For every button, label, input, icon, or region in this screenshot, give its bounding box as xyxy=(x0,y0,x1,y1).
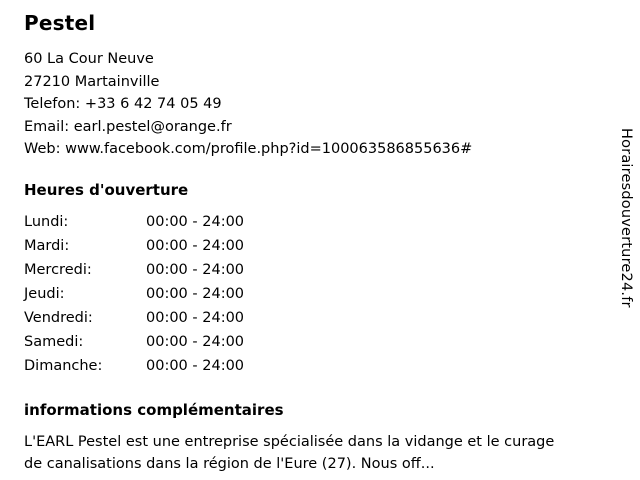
email-line: Email: earl.pestel@orange.fr xyxy=(24,118,232,135)
business-card xyxy=(24,10,584,475)
day-label: Dimanche: xyxy=(24,357,103,374)
additional-info-text: L'EARL Pestel est une entreprise spécialisée dans la vidange et le curage de canalisations dans la région de l'Eure (27). Nous off... xyxy=(24,433,555,472)
day-hours: 00:00 - 24:00 xyxy=(146,285,245,302)
day-hours: 00:00 - 24:00 xyxy=(146,333,245,350)
day-label: Lundi: xyxy=(24,213,69,230)
additional-info-heading: informations complémentaires xyxy=(24,400,284,419)
opening-hours-heading: Heures d'ouverture xyxy=(24,180,189,199)
day-hours: 00:00 - 24:00 xyxy=(146,261,245,278)
day-label: Vendredi: xyxy=(24,309,93,326)
day-hours: 00:00 - 24:00 xyxy=(146,213,245,230)
day-hours: 00:00 - 24:00 xyxy=(146,237,245,254)
day-hours: 00:00 - 24:00 xyxy=(146,309,245,326)
table-row xyxy=(24,306,306,330)
table-row xyxy=(24,330,306,354)
table-row xyxy=(24,234,306,258)
address-line-city: 27210 Martainville xyxy=(24,73,160,90)
day-label: Mardi: xyxy=(24,237,70,254)
phone-line: Telefon: +33 6 42 74 05 49 xyxy=(24,96,222,112)
day-label: Jeudi: xyxy=(24,285,65,302)
address-block xyxy=(24,48,584,161)
table-row xyxy=(24,258,306,282)
opening-hours-table xyxy=(24,210,306,378)
table-row xyxy=(24,282,306,306)
table-row xyxy=(24,354,306,378)
table-row xyxy=(24,210,306,234)
day-hours: 00:00 - 24:00 xyxy=(146,357,245,374)
watermark-label: Horairesdouverture24.fr xyxy=(618,128,634,308)
page-title: Pestel xyxy=(24,11,96,35)
address-line-street: 60 La Cour Neuve xyxy=(24,51,154,67)
day-label: Samedi: xyxy=(24,333,84,350)
website-line: Web: www.facebook.com/profile.php?id=100063586855636# xyxy=(24,141,473,157)
day-label: Mercredi: xyxy=(24,261,92,278)
